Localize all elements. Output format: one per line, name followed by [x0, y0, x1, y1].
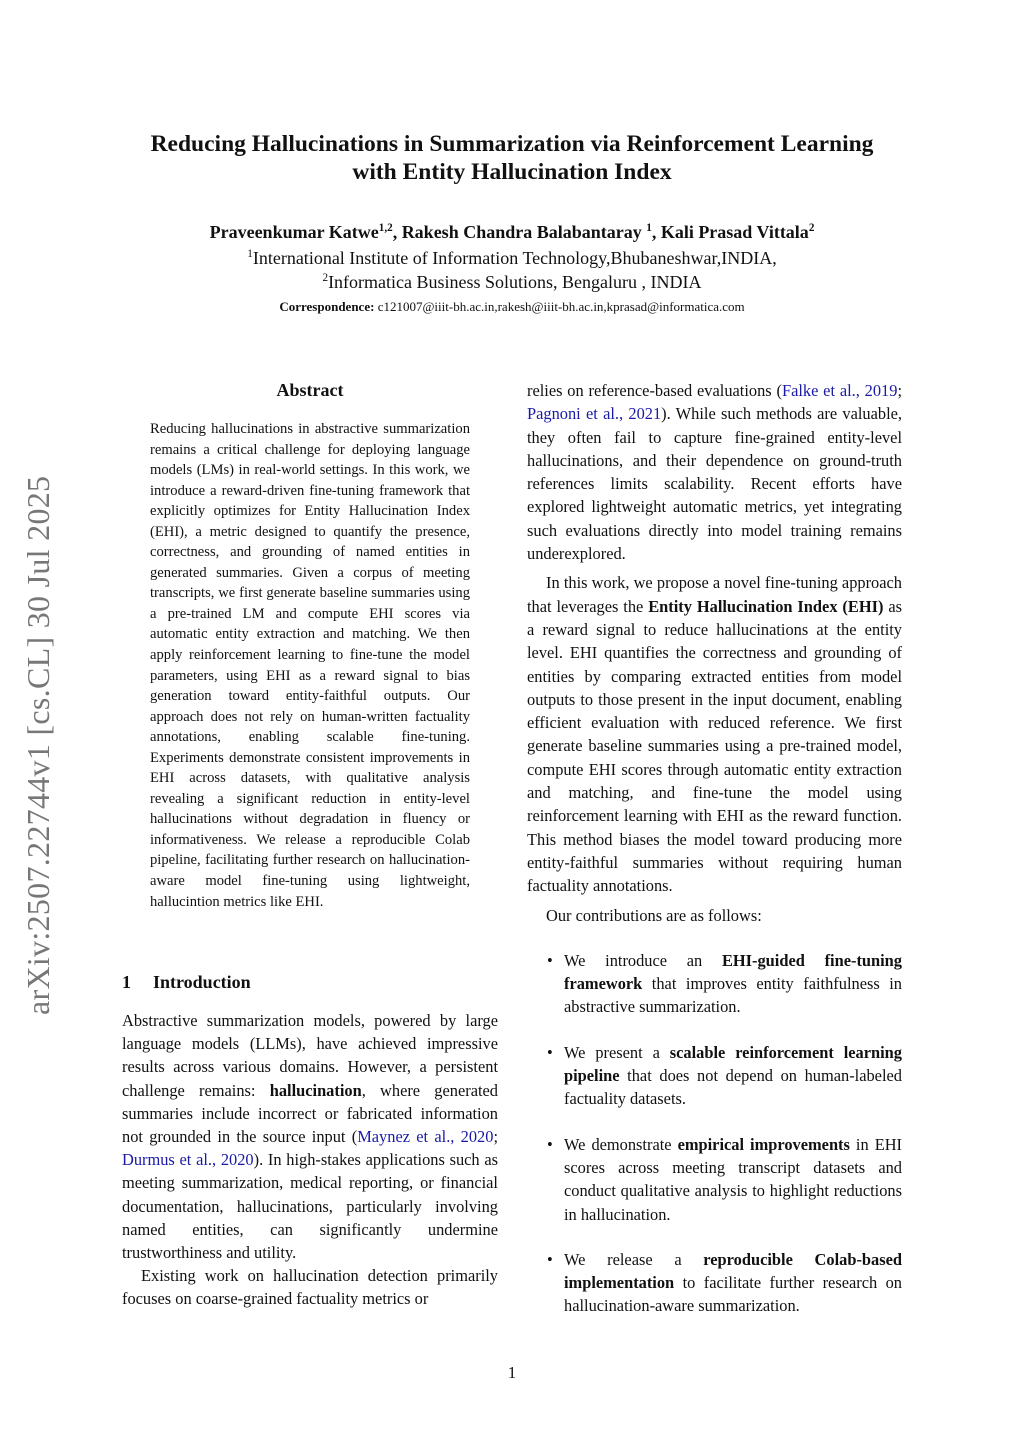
contribution-item — [527, 949, 902, 1019]
affiliation-2 — [100, 270, 924, 294]
item-bold: empirical improvements — [677, 1134, 850, 1154]
bullet-icon: • — [547, 1134, 553, 1154]
author-affiliation-mark: 1 — [646, 222, 652, 234]
affiliation-mark: 2 — [322, 272, 329, 284]
author-affiliation-mark: 1,2 — [378, 222, 393, 234]
item-text: that improves entity faithfulness in abstractive summarization. — [564, 974, 902, 1017]
right-paragraph-2 — [527, 571, 902, 897]
section-title: Introduction — [153, 972, 251, 992]
intro-paragraph-1 — [122, 1009, 498, 1264]
contribution-item — [527, 1133, 902, 1226]
item-text: that does not depend on human-labeled factuality datasets. — [564, 1066, 902, 1109]
right-paragraph-3: Our contributions are as follows: — [546, 905, 762, 925]
arxiv-stamp: arXiv:2507.22744v1 [cs.CL] 30 Jul 2025 — [20, 475, 56, 1015]
correspondence-label: Correspondence: — [279, 299, 375, 314]
title-line-1: Reducing Hallucinations in Summarization via Reinforcement Learning — [150, 131, 874, 157]
item-text: We demonstrate — [564, 1134, 678, 1154]
title-line-2: with Entity Hallucination Index — [352, 159, 672, 185]
paragraph-text: relies on reference-based evaluations ( — [527, 381, 782, 400]
abstract-heading: Abstract — [276, 380, 344, 400]
citation-link[interactable]: Maynez et al., 2020 — [357, 1127, 494, 1147]
citation-separator: ; — [493, 1127, 499, 1147]
right-paragraph-1 — [527, 379, 902, 565]
bold-term: Entity Hallucination Index (EHI) — [648, 596, 884, 616]
section-heading-introduction — [122, 970, 502, 994]
contributions-list — [527, 949, 902, 1318]
paragraph-text: ). While such methods are valuable, they often fail to capture fine-grained entity-level hallucinations, and their dependence on ground-truth references limits scalability. Recent efforts have explored lightweight automatic metrics, yet integrating such evaluations directly into model training remains underexplored. — [527, 404, 902, 564]
paragraph-text: as a reward signal to reduce hallucinations at the entity level. EHI quantifies the correctness and grounding of entities by comparing extracted entities from model outputs to those present in the input document, enabling efficient evaluation with reduced reference. We first generate baseline summaries using a pre-trained model, compute EHI scores through automatic entity extraction and matching, and fine-tune the model using reinforcement learning with EHI as the reward function. This method biases the model toward producing more entity-faithful summaries without requiring human factuality annotations. — [527, 596, 902, 896]
item-bold: EHI-guided fine-tuning framework — [564, 950, 902, 994]
paragraph-text: In this work, we propose a novel fine-tuning approach that leverages the — [527, 573, 902, 616]
bold-term: hallucination — [269, 1080, 362, 1100]
affiliation-mark: 1 — [247, 248, 253, 260]
section-number: 1 — [122, 972, 131, 992]
item-bold: reproducible Colab-based implementation — [564, 1249, 902, 1293]
paper-title — [100, 130, 924, 186]
paragraph-text: ). In high-stakes applications such as meeting summarization, medical reporting, or financial documentation, hallucinations, particularly involving named entities, can significantly undermine trustworthiness and utility. — [122, 1150, 498, 1263]
citation-link[interactable]: Falke et al., 2019 — [781, 381, 898, 400]
author-affiliation-mark: 2 — [808, 222, 815, 234]
author-name: Praveenkumar Katwe — [209, 222, 379, 242]
contribution-item — [527, 1248, 902, 1318]
author-name: , Rakesh Chandra Balabantaray — [392, 222, 647, 242]
item-text: We present a — [564, 1042, 670, 1062]
affiliation-text: Informatica Business Solutions, Bengaluru , INDIA — [328, 272, 702, 292]
citation-link[interactable]: Pagnoni et al., 2021 — [527, 404, 662, 424]
author-name: , Kali Prasad Vittala — [651, 222, 809, 242]
bullet-icon: • — [547, 950, 553, 970]
correspondence — [100, 298, 924, 316]
citation-separator: ; — [897, 381, 902, 400]
left-column-body — [122, 1009, 498, 1311]
item-text: in EHI scores across meeting transcript datasets and conduct qualitative analysis to highlight reductions in hallucination. — [564, 1134, 902, 1224]
page-number: 1 — [507, 1363, 517, 1382]
affiliation-1 — [100, 246, 924, 270]
item-text: to facilitate further research on hallucination-aware summarization. — [564, 1273, 902, 1316]
item-text: We release a — [564, 1249, 704, 1269]
paragraph-text: Abstractive summarization models, powered by large language models (LLMs), have achieved impressive results across various domains. However, a persistent challenge remains: — [122, 1011, 498, 1100]
correspondence-emails: c121007@iiit-bh.ac.in,rakesh@iiit-bh.ac.in,kprasad@informatica.com — [374, 299, 745, 314]
paragraph-text: , where generated summaries include incorrect or fabricated information not grounded in the source input ( — [122, 1080, 498, 1147]
affiliation-text: International Institute of Information Technology,Bhubaneshwar,INDIA, — [252, 248, 777, 268]
item-bold: scalable reinforcement learning pipeline — [564, 1042, 902, 1086]
right-column-body — [527, 379, 902, 1340]
item-text: We introduce an — [564, 950, 722, 970]
author-list — [100, 220, 924, 244]
abstract-text: Reducing hallucinations in abstractive summarization remains a critical challenge for deploying language models (LMs) in real-world settings. In this work, we introduce a reward-driven fine-tuning framework that explicitly optimizes for Entity Hallucination Index (EHI), a metric designed to quantify the presence, correctness, and grounding of named entities in generated summaries. Given a corpus of meeting transcripts, we first generate baseline summaries using a pre-trained LM and compute EHI scores via automatic entity extraction and matching. We then apply reinforcement learning to fine-tune the model parameters, using EHI as a reward signal to bias generation toward entity-faithful outputs. Our approach does not rely on human-written factuality annotations, enabling scalable fine-tuning. Experiments demonstrate consistent improvements in EHI across datasets, with qualitative analysis revealing a significant reduction in entity-level hallucinations without degradation in fluency or informativeness. We release a reproducible Colab pipeline, facilitating further research on hallucination-aware model fine-tuning using lightweight, hallucintion metrics like EHI. — [150, 421, 470, 910]
contribution-item — [527, 1041, 902, 1111]
bullet-icon: • — [547, 1249, 553, 1269]
citation-link[interactable]: Durmus et al., 2020 — [122, 1150, 254, 1170]
bullet-icon: • — [547, 1042, 553, 1062]
intro-paragraph-2: Existing work on hallucination detection primarily focuses on coarse-grained factuality metrics or — [122, 1266, 498, 1309]
